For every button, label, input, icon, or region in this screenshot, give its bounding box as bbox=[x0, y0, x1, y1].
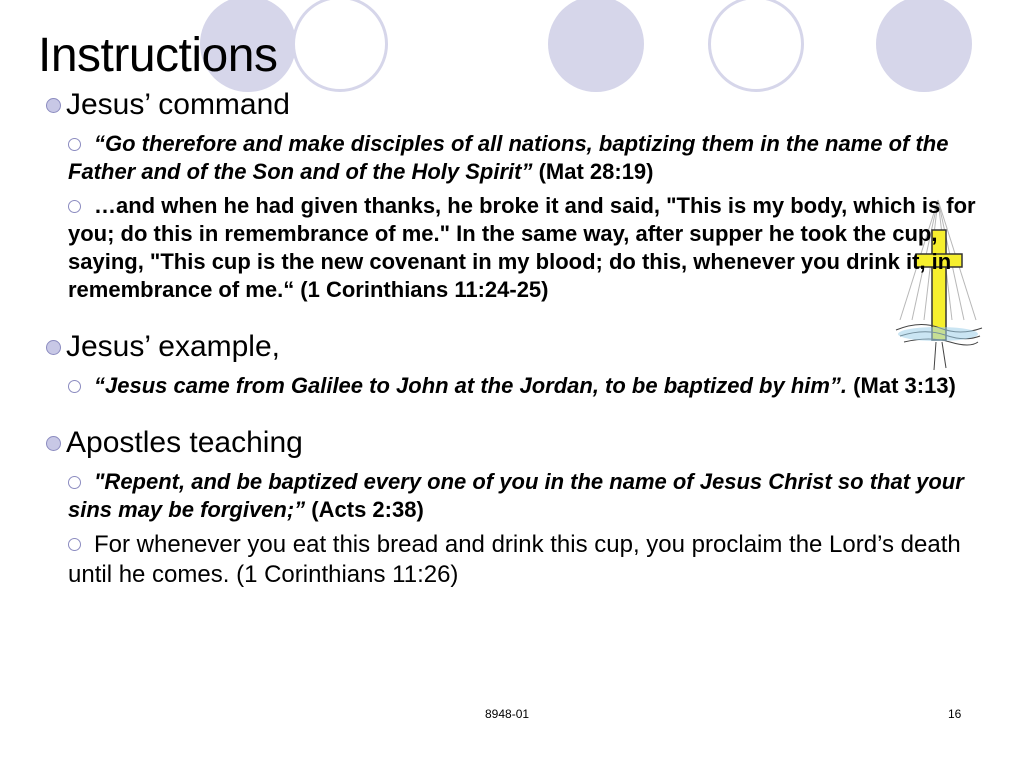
slide-title: Instructions bbox=[38, 29, 278, 82]
scripture-quote: “Go therefore and make disciples of all nations, baptizing them in the name of the Father and of the Son and of the Holy Spirit” bbox=[68, 131, 949, 184]
bullet-dot-icon bbox=[46, 340, 61, 355]
bullet-ring-icon bbox=[68, 476, 81, 489]
decor-circle-5 bbox=[876, 0, 972, 92]
decor-circle-3 bbox=[548, 0, 644, 92]
scripture-quote: “Jesus came from Galilee to John at the Jordan, to be baptized by him”. bbox=[94, 373, 848, 398]
footer-code: 8948-01 bbox=[485, 707, 530, 721]
scripture-reference: (Acts 2:38) bbox=[305, 497, 424, 522]
decor-circle-2 bbox=[292, 0, 388, 92]
bullet-dot-icon bbox=[46, 98, 61, 113]
section-heading: Jesus’ example, bbox=[66, 330, 280, 363]
section-jesus-example bbox=[44, 330, 990, 364]
list-item bbox=[68, 130, 990, 186]
section-jesus-command bbox=[44, 88, 990, 122]
scripture-reference: (Mat 28:19) bbox=[532, 159, 654, 184]
list-item bbox=[68, 192, 990, 304]
section-heading: Apostles teaching bbox=[66, 426, 303, 459]
section-heading: Jesus’ command bbox=[66, 88, 290, 121]
slide-body bbox=[44, 88, 990, 596]
scripture-quote: "Repent, and be baptized every one of you in the name of Jesus Christ so that your sins may be forgiven;” bbox=[68, 469, 964, 522]
decor-circle-4 bbox=[708, 0, 804, 92]
scripture-text: For whenever you eat this bread and drink this cup, you proclaim the Lord’s death until he comes. (1 Corinthians 11:26) bbox=[68, 531, 961, 588]
list-item bbox=[68, 372, 990, 400]
scripture-reference: (Mat 3:13) bbox=[847, 373, 956, 398]
scripture-quote: …and when he had given thanks, he broke it and said, "This is my body, which is for you; do this in remembrance of me." In the same way, after supper he took the cup, saying, "This cup is the new covenant in my blood; do this, whenever you drink it, in remembrance of me.“ (1 Corinthians 11:24-25) bbox=[68, 193, 976, 302]
bullet-dot-icon bbox=[46, 436, 61, 451]
bullet-ring-icon bbox=[68, 200, 81, 213]
bullet-ring-icon bbox=[68, 538, 81, 551]
page-number: 16 bbox=[948, 707, 962, 721]
bullet-ring-icon bbox=[68, 138, 81, 151]
bullet-ring-icon bbox=[68, 380, 81, 393]
list-item bbox=[68, 530, 990, 590]
section-apostles-teaching bbox=[44, 426, 990, 460]
list-item bbox=[68, 468, 990, 524]
